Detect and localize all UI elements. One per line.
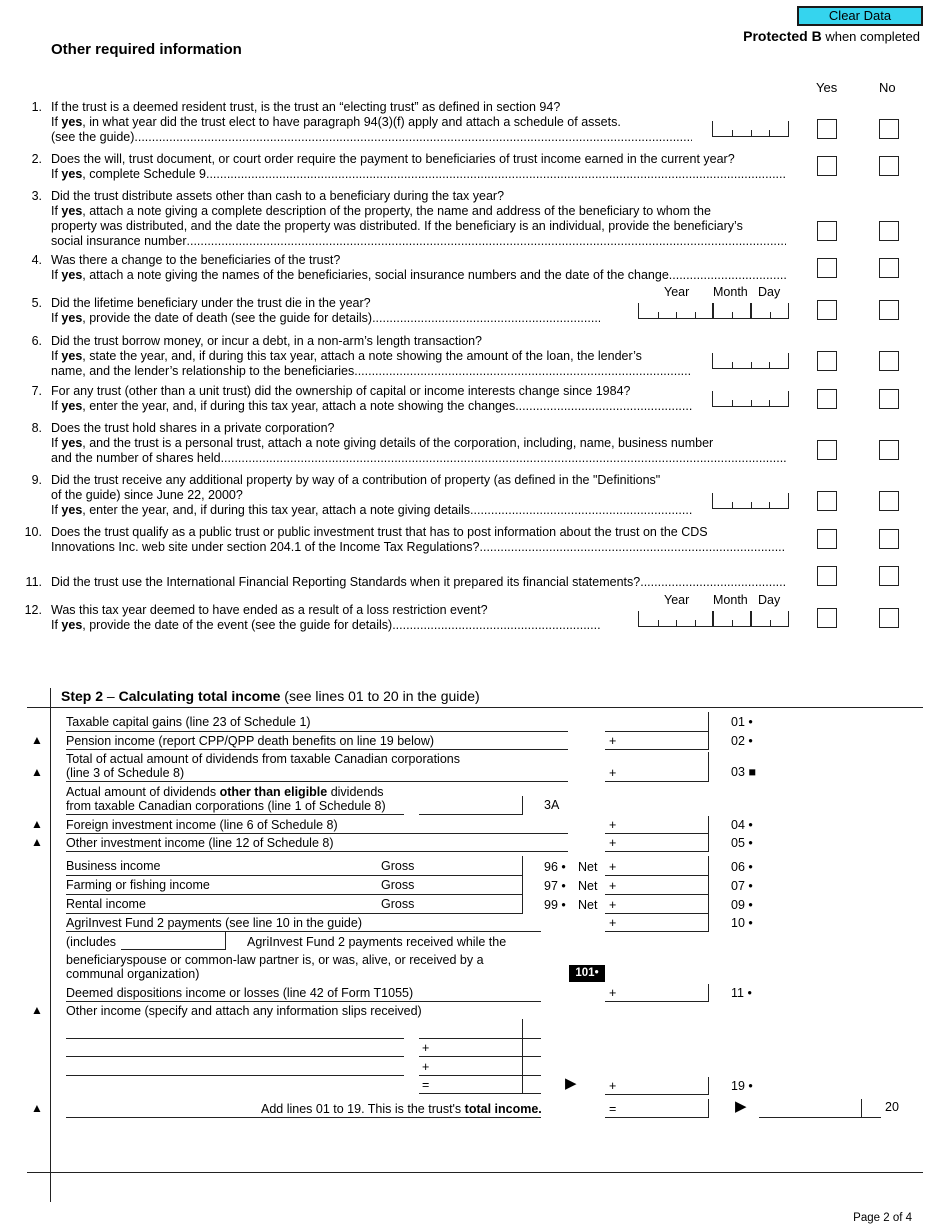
q9-last-pre: If	[51, 503, 62, 517]
line03-label-2: (line 3 of Schedule 8)	[66, 766, 185, 780]
line07-rule	[66, 894, 522, 895]
line04-code: 04 •	[731, 818, 753, 832]
line03-plus: +	[609, 766, 617, 780]
other-income-tick-4	[522, 1093, 541, 1094]
q12-date-year-field-tick	[695, 620, 696, 626]
yes-column-header: Yes	[816, 80, 838, 95]
line3a-rule	[66, 814, 404, 815]
q2-last-pre: If	[51, 167, 62, 181]
q9-year-field[interactable]	[712, 493, 789, 509]
q9-year-field-tick	[732, 502, 733, 508]
q10-no-checkbox[interactable]	[879, 529, 899, 549]
q7-last-bold: yes	[61, 399, 83, 413]
line01-amount-field[interactable]	[605, 731, 708, 732]
line19-amount-field[interactable]	[605, 1094, 708, 1095]
line01-rule	[66, 731, 568, 732]
q12-date-year-field-tick	[676, 620, 677, 626]
line07-plus: +	[609, 879, 617, 893]
line20-label-bold: total income.	[464, 1102, 542, 1116]
q8-yes-text	[51, 436, 713, 451]
q1-yes-text	[51, 115, 621, 130]
line10-plus: +	[609, 916, 617, 930]
line02-plus: +	[609, 734, 617, 748]
q1-yes-post: , in what year did the trust elect to have paragraph 94(3)(f) apply and attach a schedule of assets.	[82, 115, 621, 129]
q5-date-year-field-tick	[695, 312, 696, 318]
line20-arrow-icon: ▶	[735, 1098, 747, 1115]
line07-net-label: Net	[578, 879, 598, 893]
q4-dot-leader	[669, 268, 786, 283]
q9-last-bold: yes	[61, 503, 83, 517]
q12-date-month-label: Month	[713, 593, 748, 607]
q8-last-text: and the number of shares held	[51, 451, 221, 465]
line3a-label-pre: Actual amount of dividends	[66, 785, 220, 799]
q12-last-pre: If	[51, 618, 62, 632]
q12-date-day-field[interactable]	[750, 611, 789, 627]
page-title: Other required information	[51, 41, 242, 58]
line99-code: 99 •	[544, 898, 566, 912]
q10-leader-line	[51, 540, 786, 555]
q6-year-field-tick	[751, 362, 752, 368]
line03-code: 03 ■	[731, 765, 756, 779]
line11-label: Deemed dispositions income or losses (line 42 of Form T1055)	[66, 986, 414, 1000]
line101-label-pre: (includes	[66, 935, 117, 949]
line10-label: AgriInvest Fund 2 payments (see line 10 in the guide)	[66, 916, 363, 930]
page-number: Page 2 of 4	[853, 1212, 912, 1224]
line97-gross-field[interactable]	[430, 877, 520, 893]
q5-date-month-label: Month	[713, 285, 748, 299]
q11-leader-line	[51, 575, 786, 590]
line04-rule	[66, 833, 568, 834]
line101-label-2: beneficiaryspouse or common-law partner is, or was, alive, or received by a	[66, 953, 484, 967]
line05-amount-field[interactable]	[605, 851, 708, 852]
line101-code-badge: 101•	[569, 965, 605, 982]
line03-divider	[708, 752, 709, 782]
line06-gross-label: Gross	[381, 859, 415, 873]
q6-last-text: name, and the lender’s relationship to the beneficiaries	[51, 364, 355, 378]
clear-data-button[interactable]: Clear Data	[797, 6, 923, 26]
line97-code: 97 •	[544, 879, 566, 893]
q5-no-checkbox[interactable]	[879, 300, 899, 320]
line05-label: Other investment income (line 12 of Schedule 8)	[66, 836, 334, 850]
other-income-amount-2[interactable]	[419, 1056, 522, 1057]
line03-rule	[66, 781, 568, 782]
q6-yes-text	[51, 349, 642, 364]
line02-label: Pension income (report CPP/QPP death benefits on line 19 below)	[66, 734, 435, 748]
q1-number: 1.	[31, 100, 42, 114]
line04-marker: ▲	[31, 817, 43, 831]
q11-last-text: Did the trust use the International Financial Reporting Standards when it prepared its financial statements?	[51, 575, 641, 589]
line01-code: 01 •	[731, 715, 753, 729]
protected-b-suffix: when completed	[821, 29, 920, 44]
line20-equals: =	[609, 1102, 617, 1116]
q3-yes-checkbox[interactable]	[817, 221, 837, 241]
q4-last-text: , attach a note giving the names of the beneficiaries, social insurance numbers and the date of the change	[82, 268, 669, 282]
q6-number: 6.	[31, 334, 42, 348]
q5-date-month-field-tick	[732, 312, 733, 318]
q12-date-year-field-tick	[658, 620, 659, 626]
q8-dot-leader	[221, 451, 786, 466]
line101-amount-field[interactable]	[121, 949, 225, 950]
line01-divider	[708, 712, 709, 732]
q6-year-field[interactable]	[712, 353, 789, 369]
q5-text-1: Did the lifetime beneficiary under the trust die in the year?	[51, 296, 371, 310]
q9-last-text: , enter the year, and, if during this tax year, attach a note giving details	[82, 503, 471, 517]
q9-no-checkbox[interactable]	[879, 491, 899, 511]
q6-year-field-tick	[769, 362, 770, 368]
q5-date-day-field-tick	[770, 312, 771, 318]
line11-plus: +	[609, 986, 617, 1000]
q9-year-field-tick	[751, 502, 752, 508]
step2-dash: –	[103, 688, 119, 704]
line3a-amount-field[interactable]	[419, 814, 522, 815]
q12-dot-leader	[392, 618, 600, 633]
q12-text-1: Was this tax year deemed to have ended as a result of a loss restriction event?	[51, 603, 488, 617]
q6-no-checkbox[interactable]	[879, 351, 899, 371]
line3a-label-2: from taxable Canadian corporations (line 1 of Schedule 8)	[66, 799, 386, 813]
q9-leader-line	[51, 503, 692, 518]
q2-number: 2.	[31, 152, 42, 166]
q5-last-text: , provide the date of death (see the guide for details)	[82, 311, 373, 325]
step2-heading: Calculating total income	[118, 688, 281, 704]
line3a-divider	[522, 796, 523, 815]
q3-dot-leader	[187, 234, 787, 249]
q8-number: 8.	[31, 421, 42, 435]
q2-no-checkbox[interactable]	[879, 156, 899, 176]
q8-yes-pre: If	[51, 436, 62, 450]
line96-gross-field[interactable]	[430, 858, 520, 874]
q1-no-checkbox[interactable]	[879, 119, 899, 139]
line3a-code: 3A	[544, 798, 560, 812]
line07-amount-field[interactable]	[605, 894, 708, 895]
other-income-plus-3: +	[422, 1060, 430, 1074]
line02-divider	[708, 732, 709, 750]
line20-label-pre: Add lines 01 to 19. This is the trust's	[261, 1102, 465, 1116]
q3-yes-bold: yes	[61, 204, 83, 218]
q3-text-1: Did the trust distribute assets other than cash to a beneficiary during the tax year?	[51, 189, 505, 203]
q4-yes-checkbox[interactable]	[817, 258, 837, 278]
total-income-field[interactable]	[759, 1117, 881, 1118]
q2-dot-leader	[206, 167, 786, 182]
line11-divider	[708, 984, 709, 1002]
line06-code: 06 •	[731, 860, 753, 874]
q12-date-day-field-tick	[770, 620, 771, 626]
line04-amount-field[interactable]	[605, 833, 708, 834]
line11-amount-field[interactable]	[605, 1001, 708, 1002]
q5-date-year-label: Year	[664, 285, 690, 299]
line04-plus: +	[609, 818, 617, 832]
line99-gross-field[interactable]	[430, 896, 520, 912]
line101-label-post: AgriInvest Fund 2 payments received while the	[247, 935, 507, 949]
q5-last-bold: yes	[61, 311, 83, 325]
step2-title	[61, 689, 480, 703]
line09-rule	[66, 913, 522, 914]
other-income-tick-2	[522, 1056, 541, 1057]
line20-rule	[66, 1117, 541, 1118]
line19-divider	[708, 1077, 709, 1095]
line02-rule	[66, 749, 568, 750]
line05-divider	[708, 834, 709, 852]
line03-marker: ▲	[31, 765, 43, 779]
line06-net-label: Net	[578, 860, 598, 874]
line06-plus: +	[609, 860, 617, 874]
q6-yes-post: , state the year, and, if during this tax year, attach a note showing the amount of the loan, the lender’s	[82, 349, 642, 363]
q6-year-field-tick	[732, 362, 733, 368]
q5-number: 5.	[31, 296, 42, 310]
q8-leader-line	[51, 451, 786, 466]
q12-date-month-field[interactable]	[712, 611, 752, 627]
line101-divider	[225, 932, 226, 950]
line3a-label-post: dividends	[327, 785, 384, 799]
q9-dot-leader	[470, 503, 692, 518]
line10-amount-field[interactable]	[605, 931, 708, 932]
q5-last-pre: If	[51, 311, 62, 325]
net-divider	[708, 856, 709, 914]
q11-dot-leader	[640, 575, 786, 590]
q1-leader-line	[51, 130, 692, 145]
line09-code: 09 •	[731, 898, 753, 912]
line19-code: 19 •	[731, 1079, 753, 1093]
q12-date-day-label: Day	[758, 593, 781, 607]
line05-rule	[66, 851, 568, 852]
q4-no-checkbox[interactable]	[879, 258, 899, 278]
line02-amount-field[interactable]	[605, 749, 708, 750]
other-income-amount-1[interactable]	[419, 1038, 522, 1039]
line07-gross-label: Gross	[381, 878, 415, 892]
q6-yes-bold: yes	[61, 349, 83, 363]
line20-subtotal-field[interactable]	[605, 1117, 708, 1118]
other-income-subtotal[interactable]	[419, 1093, 522, 1094]
step2-top-rule	[27, 707, 923, 708]
protected-b-notice	[743, 28, 920, 44]
line06-amount-field[interactable]	[605, 875, 708, 876]
q1-yes-checkbox[interactable]	[817, 119, 837, 139]
q6-yes-pre: If	[51, 349, 62, 363]
q7-yes-checkbox[interactable]	[817, 389, 837, 409]
line03-label-1: Total of actual amount of dividends from taxable Canadian corporations	[66, 752, 460, 766]
step2-guide-ref: (see lines 01 to 20 in the guide)	[280, 688, 480, 704]
q3-yes-pre: If	[51, 204, 62, 218]
q4-last-bold: yes	[61, 268, 83, 282]
q11-no-checkbox[interactable]	[879, 566, 899, 586]
q9-yes-checkbox[interactable]	[817, 491, 837, 511]
q10-dot-leader	[480, 540, 786, 555]
line05-plus: +	[609, 836, 617, 850]
line04-label: Foreign investment income (line 6 of Schedule 8)	[66, 818, 338, 832]
line09-net-label: Net	[578, 898, 598, 912]
q3-leader-line	[51, 234, 786, 249]
q11-yes-checkbox[interactable]	[817, 566, 837, 586]
q7-year-field-tick	[751, 400, 752, 406]
line07-label: Farming or fishing income	[66, 878, 210, 892]
q9-number: 9.	[31, 473, 42, 487]
q5-date-day-label: Day	[758, 285, 781, 299]
q1-year-field-tick	[751, 130, 752, 136]
q2-yes-checkbox[interactable]	[817, 156, 837, 176]
line09-label: Rental income	[66, 897, 146, 911]
other-income-equals: =	[422, 1078, 430, 1092]
q8-no-checkbox[interactable]	[879, 440, 899, 460]
q12-date-year-field[interactable]	[638, 611, 714, 627]
line06-rule	[66, 875, 522, 876]
q3-yes-post: , attach a note giving a complete description of the property, the name and address of the beneficiary to whom the	[82, 204, 711, 218]
q5-date-day-field[interactable]	[750, 303, 789, 319]
line19-arrow-icon: ▶	[565, 1075, 577, 1092]
line02-code: 02 •	[731, 734, 753, 748]
line20-marker: ▲	[31, 1101, 43, 1115]
q7-dot-leader	[515, 399, 692, 414]
q12-no-checkbox[interactable]	[879, 608, 899, 628]
line10-divider	[708, 914, 709, 932]
step2-label: Step 2	[61, 688, 104, 704]
line96-code: 96 •	[544, 860, 566, 874]
q3-yes-text	[51, 204, 711, 219]
q6-leader-line	[51, 364, 692, 379]
line3a-label-1	[66, 785, 384, 799]
line19-plus: +	[609, 1079, 617, 1093]
q2-leader-line	[51, 167, 786, 182]
line19-marker: ▲	[31, 1003, 43, 1017]
line20-label	[261, 1102, 542, 1116]
q6-yes-checkbox[interactable]	[817, 351, 837, 371]
q9-text-1: Did the trust receive any additional property by way of a contribution of property (as defined in the "Definitions"	[51, 473, 661, 487]
other-income-tick-3	[522, 1075, 541, 1076]
q2-last-bold: yes	[61, 167, 83, 181]
line3a-label-bold: other than eligible	[219, 785, 328, 799]
q10-last-text: Innovations Inc. web site under section 204.1 of the Income Tax Regulations?	[51, 540, 480, 554]
q2-text-1: Does the will, trust document, or court order require the payment to beneficiaries of trust income earned in the current year?	[51, 152, 735, 166]
q12-last-bold: yes	[61, 618, 83, 632]
q7-year-field-tick	[732, 400, 733, 406]
no-column-header: No	[879, 80, 896, 95]
q5-leader-line	[51, 311, 600, 326]
q5-dot-leader	[372, 311, 600, 326]
q4-text-1: Was there a change to the beneficiaries of the trust?	[51, 253, 341, 267]
q10-text-1: Does the trust qualify as a public trust or public investment trust that has to post information about the trust on the CDS	[51, 525, 708, 539]
q1-text-1: If the trust is a deemed resident trust, is the trust an “electing trust” as defined in section 94?	[51, 100, 561, 114]
q3-text-extra: property was distributed, and the date the property was distributed. If the beneficiary is an individual, provide the beneficiary’s	[51, 219, 743, 233]
line11-rule	[66, 1001, 541, 1002]
q5-yes-checkbox[interactable]	[817, 300, 837, 320]
line20-divider	[708, 1099, 709, 1118]
q1-yes-pre: If	[51, 115, 62, 129]
q1-year-field[interactable]	[712, 121, 789, 137]
line01-label: Taxable capital gains (line 23 of Schedule 1)	[66, 715, 311, 729]
line04-divider	[708, 816, 709, 834]
q11-number: 11.	[25, 575, 42, 589]
q8-yes-bold: yes	[61, 436, 83, 450]
q5-date-year-field[interactable]	[638, 303, 714, 319]
line101-label-3: communal organization)	[66, 967, 200, 981]
q5-date-year-field-tick	[658, 312, 659, 318]
q1-dot-leader	[134, 130, 692, 145]
q3-no-checkbox[interactable]	[879, 221, 899, 241]
line11-code: 11 •	[731, 986, 752, 1000]
q7-no-checkbox[interactable]	[879, 389, 899, 409]
q2-last-text: , complete Schedule 9	[82, 167, 206, 181]
line06-label: Business income	[66, 859, 161, 873]
q12-number: 12.	[24, 603, 42, 617]
line09-plus: +	[609, 898, 617, 912]
q5-date-year-field-tick	[676, 312, 677, 318]
q4-number: 4.	[31, 253, 42, 267]
q12-last-text: , provide the date of the event (see the guide for details)	[82, 618, 393, 632]
q6-dot-leader	[354, 364, 692, 379]
line19-label: Other income (specify and attach any information slips received)	[66, 1004, 422, 1018]
q6-text-1: Did the trust borrow money, or incur a debt, in a non-arm’s length transaction?	[51, 334, 483, 348]
other-income-tick-1	[522, 1038, 541, 1039]
q4-leader-line	[51, 268, 786, 283]
q9-year-field-tick	[769, 502, 770, 508]
q1-last-text: (see the guide)	[51, 130, 135, 144]
other-income-desc-2[interactable]	[66, 1056, 404, 1057]
q8-yes-post: , and the trust is a personal trust, attach a note giving details of the corporation, including, name, business number	[82, 436, 714, 450]
q1-year-field-tick	[732, 130, 733, 136]
q7-last-pre: If	[51, 399, 62, 413]
q8-text-1: Does the trust hold shares in a private corporation?	[51, 421, 335, 435]
q4-last-pre: If	[51, 268, 62, 282]
total-income-divider	[861, 1099, 862, 1118]
line10-code: 10 •	[731, 916, 753, 930]
other-income-desc-3[interactable]	[66, 1075, 404, 1076]
other-income-desc-1[interactable]	[66, 1038, 404, 1039]
q3-last-text: social insurance number	[51, 234, 187, 248]
q12-leader-line	[51, 618, 600, 633]
line20-code: 20	[885, 1100, 899, 1114]
line02-marker: ▲	[31, 733, 43, 747]
q1-yes-bold: yes	[61, 115, 83, 129]
q7-text-1: For any trust (other than a unit trust) did the ownership of capital or income interests change since 1984?	[51, 384, 631, 398]
q1-year-field-tick	[769, 130, 770, 136]
q3-number: 3.	[31, 189, 42, 203]
q9-text-2: of the guide) since June 22, 2000?	[51, 488, 243, 502]
q7-last-text: , enter the year, and, if during this tax year, attach a note showing the changes	[82, 399, 516, 413]
q7-year-field[interactable]	[712, 391, 789, 407]
q5-date-month-field[interactable]	[712, 303, 752, 319]
q7-leader-line	[51, 399, 692, 414]
line03-amount-field[interactable]	[605, 781, 708, 782]
q12-date-year-label: Year	[664, 593, 690, 607]
step2-left-rule	[50, 688, 51, 1202]
line09-amount-field[interactable]	[605, 913, 708, 914]
q10-number: 10.	[24, 525, 42, 539]
line05-marker: ▲	[31, 835, 43, 849]
q12-yes-checkbox[interactable]	[817, 608, 837, 628]
q12-date-month-field-tick	[732, 620, 733, 626]
q7-year-field-tick	[769, 400, 770, 406]
line09-gross-label: Gross	[381, 897, 415, 911]
step2-bottom-rule	[27, 1172, 923, 1173]
line07-code: 07 •	[731, 879, 753, 893]
q7-number: 7.	[31, 384, 42, 398]
q10-yes-checkbox[interactable]	[817, 529, 837, 549]
other-income-plus-2: +	[422, 1041, 430, 1055]
protected-b-label: Protected B	[743, 28, 822, 44]
line10-rule	[66, 931, 541, 932]
q8-yes-checkbox[interactable]	[817, 440, 837, 460]
other-income-amount-3[interactable]	[419, 1075, 522, 1076]
gross-divider	[522, 856, 523, 914]
line05-code: 05 •	[731, 836, 753, 850]
